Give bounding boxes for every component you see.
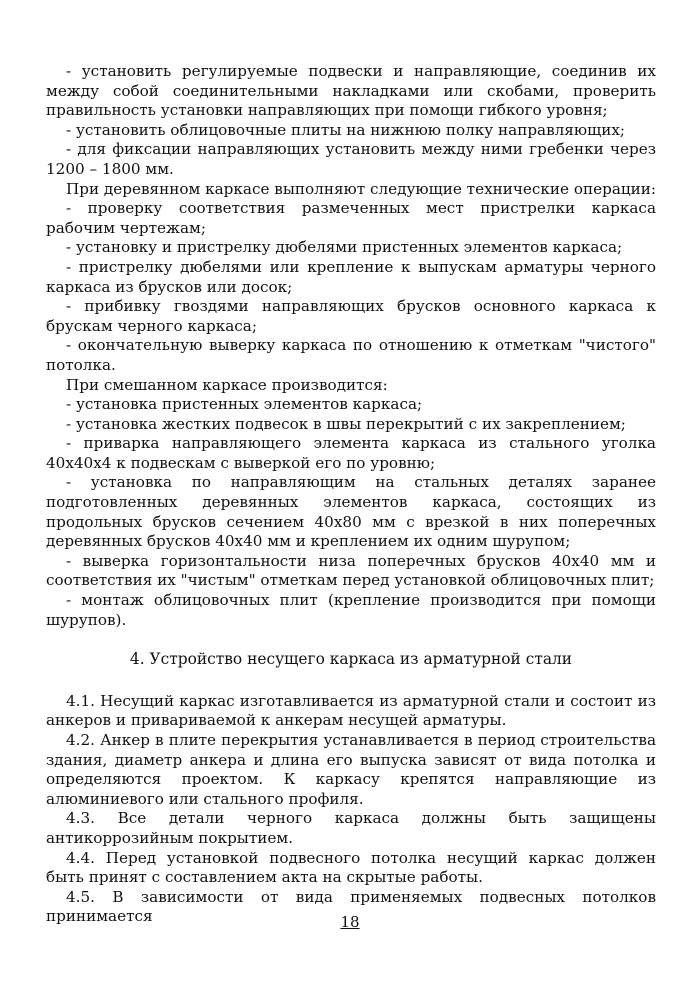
list-item: - прибивку гвоздями направляющих брусков основного каркаса к брускам черного каркаса; xyxy=(46,297,656,335)
paragraph: 4.1. Несущий каркас изготавливается из арматурной стали и состоит из анкеров и привариваемой к анкерам несущей арматуры. xyxy=(46,691,656,730)
mixed-frame-intro: При смешанном каркасе производится: xyxy=(66,375,388,394)
body-text xyxy=(46,62,656,630)
list-item: - выверка горизонтальности низа поперечных брусков 40х40 мм и соответствия их "чистым" отметкам перед установкой облицовочных плит; xyxy=(46,551,656,590)
paragraph: 4.3. Все детали черного каркаса должны быть защищены антикоррозийным покрытием. xyxy=(46,809,656,847)
wood-frame-intro: При деревянном каркасе выполняют следующие технические операции: xyxy=(66,179,657,198)
paragraph: 4.4. Перед установкой подвесного потолка несущий каркас должен быть принят с составлением акта на скрытые работы. xyxy=(46,848,656,887)
page-number: 18 xyxy=(340,913,360,931)
list-item: - приварка направляющего элемента каркаса из стального уголка 40х40х4 к подвескам с выверкой его по уровню; xyxy=(46,434,656,472)
section-heading: 4. Устройство несущего каркаса из арматурной стали xyxy=(129,650,573,669)
list-item: - установка пристенных элементов каркаса; xyxy=(66,395,423,414)
list-item: - окончательную выверку каркаса по отношению к отметкам "чистого" потолка. xyxy=(46,336,656,374)
list-item: - пристрелку дюбелями или крепление к выпускам арматуры черного каркаса из брусков или досок; xyxy=(46,257,656,296)
paragraph: - установить регулируемые подвески и направляющие, соединив их между собой соединительными накладками или скобами, проверить правильность установки направляющих при помощи гибкого уровня; xyxy=(46,62,656,120)
section-body xyxy=(46,692,656,927)
list-item: - установку и пристрелку дюбелями пристенных элементов каркаса; xyxy=(66,238,623,257)
paragraph: 4.2. Анкер в плите перекрытия устанавливается в период строительства здания, диаметр анкера и длина его выпуска зависят от вида потолка и определяются проектом. К каркасу крепятся направляющие из алюминиевого или стального профиля. xyxy=(46,731,656,808)
list-item: - установка жестких подвесок в швы перекрытий с их закреплением; xyxy=(66,414,626,433)
list-item: - монтаж облицовочных плит (крепление производится при помощи шурупов). xyxy=(46,591,656,629)
list-item: - установка по направляющим на стальных деталях заранее подготовленных деревянных элементов каркаса, состоящих из продольных брусков сечением 40х80 мм с врезкой в них поперечных деревянных брусков 40х40 мм и креплением их одним шурупом; xyxy=(46,473,656,551)
paragraph: - для фиксации направляющих установить между ними гребенки через 1200 – 1800 мм. xyxy=(46,140,656,178)
paragraph: 4.5. В зависимости от вида применяемых подвесных потолков принимается xyxy=(46,887,656,926)
paragraph: - установить облицовочные плиты на нижнюю полку направляющих; xyxy=(66,120,626,139)
list-item: - проверку соответствия размеченных мест пристрелки каркаса рабочим чертежам; xyxy=(46,199,656,237)
